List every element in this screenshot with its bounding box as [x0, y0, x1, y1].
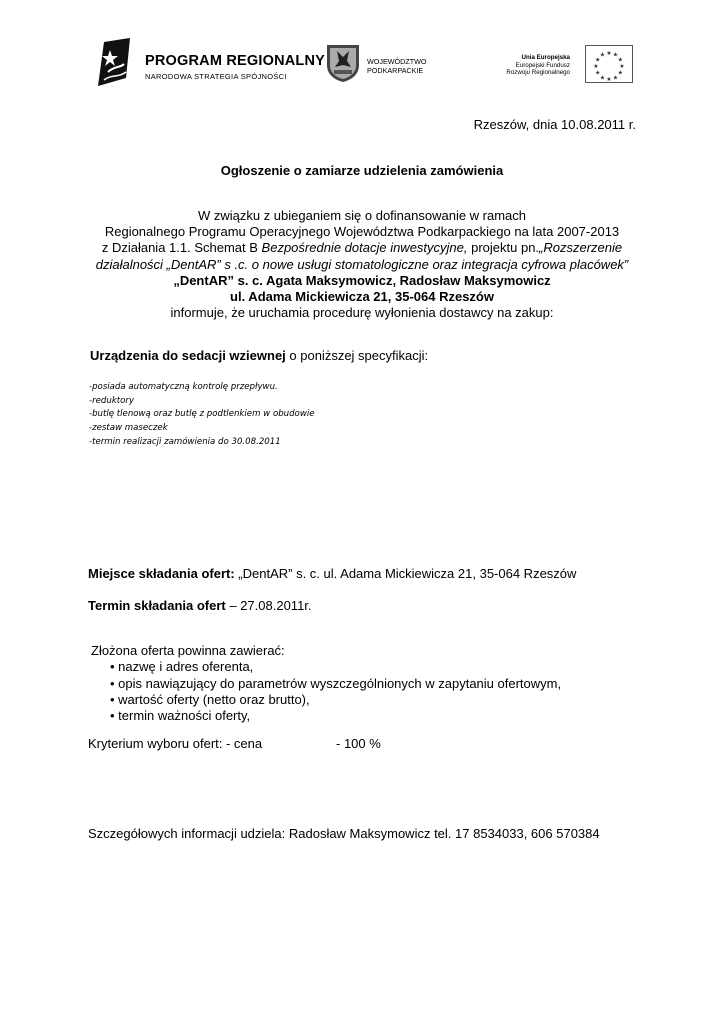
svg-text:★: ★	[599, 74, 606, 82]
program-subtitle: NARODOWA STRATEGIA SPÓJNOŚCI	[145, 72, 287, 81]
svg-text:★: ★	[606, 76, 612, 83]
list-item: • nazwę i adres oferenta,	[110, 659, 254, 675]
svg-text:★: ★	[595, 69, 601, 77]
intro-line4: działalności „DentAR” s .c. o nowe usługi stomatologiczne oraz integracja cyfrowa placówek”	[95, 256, 629, 272]
svg-text:★: ★	[593, 63, 599, 70]
offer-requirements-title: Złożona oferta powinna zawierać:	[91, 643, 285, 658]
svg-text:★: ★	[617, 69, 623, 77]
list-item: • termin ważności oferty,	[110, 708, 251, 724]
wojewodztwo-line1: WOJEWÓDZTWO	[367, 57, 427, 66]
intro-line3-a: z Działania 1.1. Schemat B	[101, 240, 262, 256]
eu-line1: Unia Europejska	[521, 54, 570, 61]
svg-text:★: ★	[619, 63, 625, 70]
specification-bold: Urządzenia do sedacji wziewnej	[90, 348, 286, 363]
intro-line3-b: Bezpośrednie dotacje inwestycyjne,	[261, 240, 468, 256]
svg-text:★: ★	[606, 50, 612, 57]
intro-line3-d: „Rozszerzenie	[539, 240, 623, 256]
intro-line5: „DentAR” s. c. Agata Maksymowicz, Radosław Maksymowicz	[173, 272, 551, 288]
offer-requirements	[91, 643, 561, 724]
svg-text:★: ★	[612, 51, 619, 59]
specification-items	[89, 381, 315, 450]
contact-info: Szczegółowych informacji udziela: Radosław Maksymowicz tel. 17 8534033, 606 570384	[88, 826, 600, 841]
eu-line3: Rozwoju Regionalnego	[506, 69, 570, 77]
list-item: • opis nawiązujący do parametrów wyszczególnionych w zapytaniu ofertowym,	[110, 675, 562, 691]
svg-text:★: ★	[599, 51, 606, 59]
intro-line1: W związku z ubieganiem się o dofinansowanie w ramach	[197, 208, 527, 223]
eu-line2: Europejski Fundusz	[515, 61, 570, 69]
miejsce-value: „DentAR” s. c. ul. Adama Mickiewicza 21, 35-064 Rzeszów	[234, 566, 577, 581]
specification-line	[90, 348, 428, 363]
list-item: -reduktory	[89, 395, 135, 406]
document-heading: Ogłoszenie o zamiarze udzielenia zamówienia	[220, 163, 504, 178]
wojewodztwo-emblem	[325, 43, 361, 83]
program-title: PROGRAM REGIONALNY	[145, 53, 326, 69]
wojewodztwo-label	[367, 57, 426, 75]
svg-text:★: ★	[612, 74, 619, 82]
intro-paragraph	[60, 208, 664, 321]
miejsce-skladania	[88, 566, 576, 581]
eu-flag-icon	[585, 45, 633, 83]
termin-skladania	[88, 598, 312, 613]
eu-fund-label	[498, 54, 570, 77]
kryterium-label: Kryterium wyboru ofert: - cena	[88, 736, 263, 751]
intro-line2: Regionalnego Programu Operacyjnego Województwa Podkarpackiego na lata 2007-2013	[104, 224, 620, 240]
svg-text:★: ★	[595, 56, 601, 64]
specification-rest: o poniższej specyfikacji:	[285, 348, 429, 363]
list-item: -posiada automatyczną kontrolę przepływu.	[89, 382, 278, 392]
list-item: -butlę tlenową oraz butlę z podtlenkiem w obudowie	[89, 409, 315, 420]
intro-line3-c: projektu pn.	[467, 240, 540, 256]
intro-line6: ul. Adama Mickiewicza 21, 35-064 Rzeszów	[230, 289, 494, 305]
list-item: -zestaw maseczek	[89, 423, 168, 434]
intro-line7: informuje, że uruchamia procedurę wyłonienia dostawcy na zakup:	[170, 305, 554, 321]
list-item: • wartość oferty (netto oraz brutto),	[110, 691, 310, 707]
svg-text:★: ★	[617, 56, 623, 64]
list-item: -termin realizacji zamówienia do 30.08.2011	[89, 436, 281, 447]
document-date: Rzeszów, dnia 10.08.2011 r.	[473, 117, 636, 132]
wojewodztwo-line2: PODKARPACKIE	[367, 66, 424, 75]
termin-value: – 27.08.2011r.	[225, 598, 312, 613]
intro-line3	[60, 240, 664, 256]
miejsce-label: Miejsce składania ofert:	[88, 566, 235, 581]
kryterium-value: - 100 %	[336, 736, 381, 751]
termin-label: Termin składania ofert	[88, 598, 226, 613]
